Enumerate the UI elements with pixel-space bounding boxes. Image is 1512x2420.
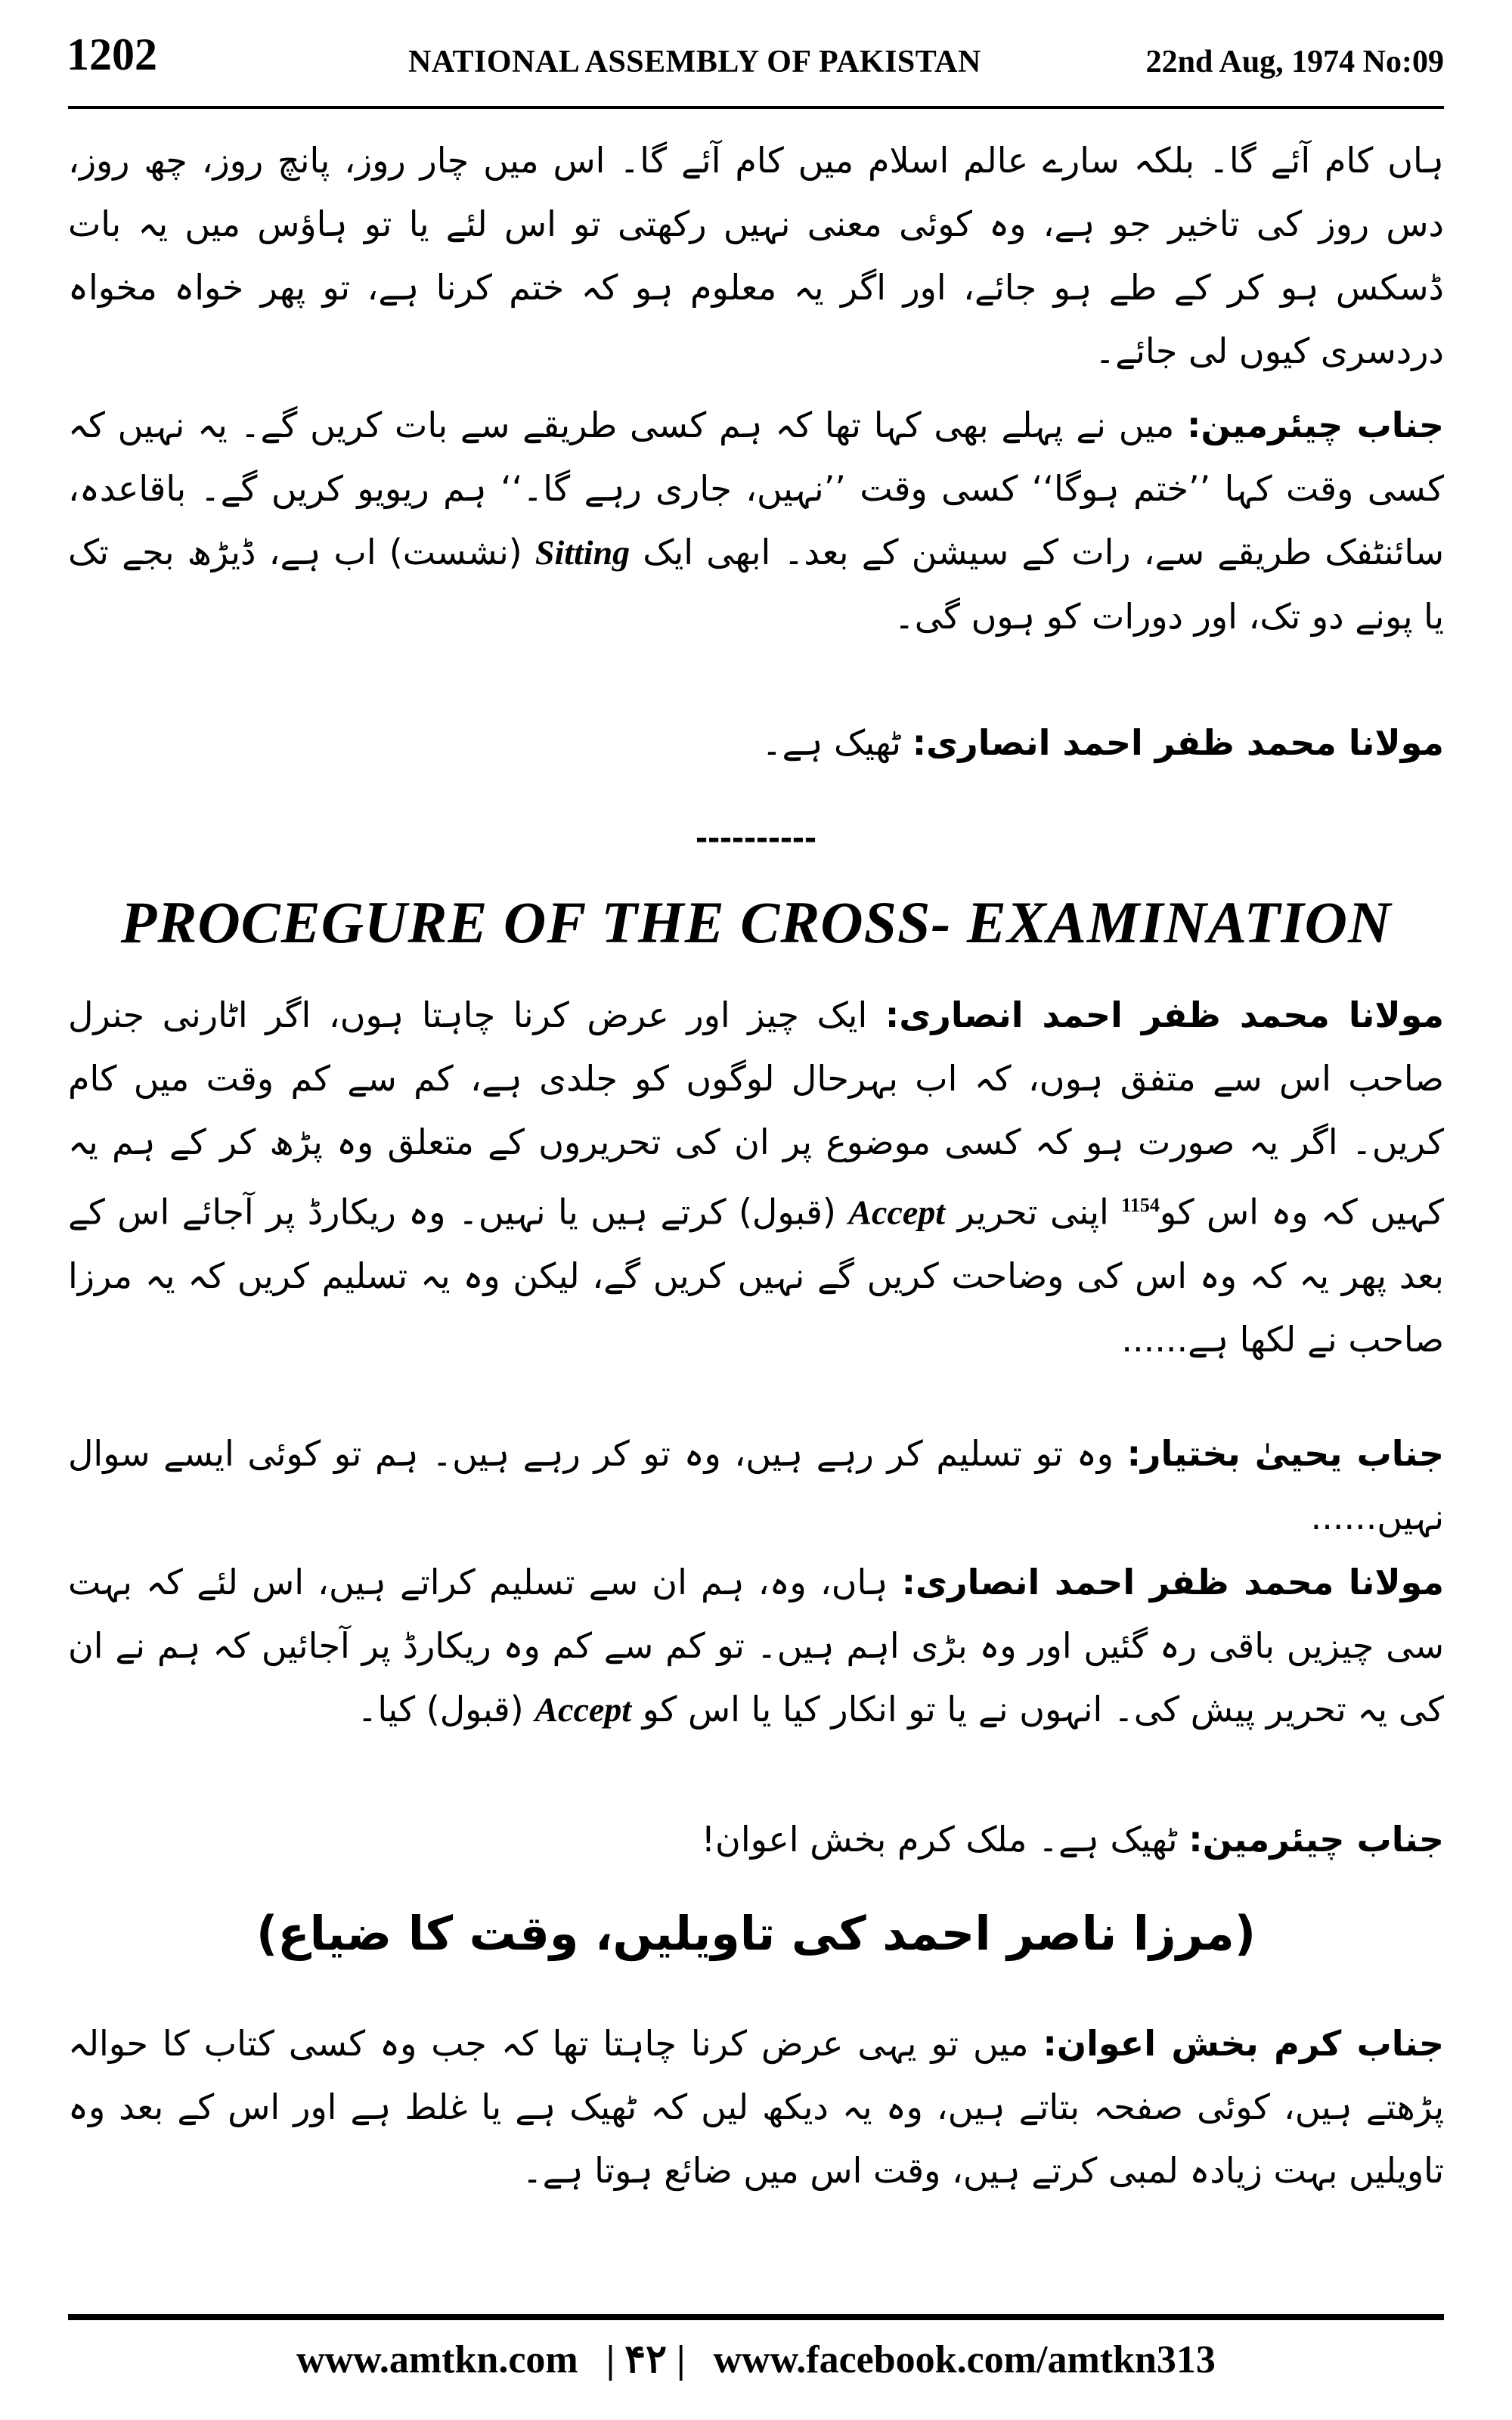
section-separator: ---------- <box>696 818 816 858</box>
english-term: Accept <box>534 1690 632 1729</box>
section-heading: PROCEGURE OF THE CROSS- EXAMINATION <box>120 889 1392 955</box>
header-title: NATIONAL ASSEMBLY OF PAKISTAN <box>408 45 981 79</box>
paragraph-text: ایک چیز اور عرض کرنا چاہتا ہوں، اگر اٹارنی جنرل صاحب اس سے متفق ہوں، کہ اب بہرحال لوگوں کو جلدی ہے، کم سے کم وقت میں کام کریں۔ اگر یہ صورت ہو کہ کسی موضوع پر ان کی تحریروں کے متعلق وہ پڑھ کر کے ہم یہ کہیں کہ وہ اس کو <box>68 994 1445 1233</box>
speaker-label: جناب چیئرمین: <box>1187 405 1445 445</box>
paragraph-text: ہاں، وہ، ہم ان سے تسلیم کراتے ہیں، اس لئے کہ بہت سی چیزیں باقی رہ گئیں اور وہ بڑی اہم ہیں۔ تو کم سے کم وہ ریکارڈ پر آجائیں کہ ہم نے ان کی یہ تحریر پیش کی۔ انہوں نے یا تو انکار کیا یا اس کو <box>68 1562 1444 1730</box>
paragraph-text: (نشست) اب ہے، ڈیڑھ بجے تک یا پونے دو تک، اور دورات کو ہوں گی۔ <box>68 532 1444 637</box>
header-rule <box>68 106 1444 109</box>
speaker-label: جناب یحییٰ بختیار: <box>1126 1433 1444 1474</box>
bakhtiar-statement <box>68 1422 1444 1549</box>
footer-page-number: | ۴۲ | <box>606 2338 686 2381</box>
paragraph-text: وہ تو تسلیم کر رہے ہیں، وہ تو کر رہے ہیں۔ ہم تو کوئی ایسے سوال نہیں...... <box>68 1433 1444 1537</box>
speaker-label: مولانا محمد ظفر احمد انصاری: <box>885 994 1444 1035</box>
paragraph-text: اپنی تحریر <box>945 1191 1122 1233</box>
footer-facebook-link[interactable]: www.facebook.com/amtkn313 <box>713 2338 1216 2381</box>
urdu-section-heading: (مرزا ناصر احمد کی تاویلیں، وقت کا ضیاع) <box>256 1906 1256 1961</box>
speaker-label: مولانا محمد ظفر احمد انصاری: <box>901 1562 1444 1602</box>
paragraph-text: ٹھیک ہے۔ <box>761 722 912 763</box>
chairman-statement <box>68 393 1444 648</box>
paragraph <box>68 129 1444 383</box>
footnote-marker: 1154 <box>1121 1194 1160 1216</box>
speaker-label: مولانا محمد ظفر احمد انصاری: <box>912 722 1444 763</box>
speaker-label: جناب چیئرمین: <box>1188 1819 1444 1860</box>
paragraph-text: ٹھیک ہے۔ ملک کرم بخش اعوان! <box>701 1819 1189 1860</box>
header-date: 22nd Aug, 1974 No:09 <box>1145 45 1444 79</box>
paragraph-text: میں تو یہی عرض کرنا چاہتا تھا کہ جب وہ کسی کتاب کا حوالہ پڑھتے ہیں، کوئی صفحہ بتاتے ہیں، وہ یہ دیکھ لیں کہ ٹھیک ہے یا غلط ہے اور اس کے بعد وہ تاویلیں بہت زیادہ لمبی کرتے ہیں، وقت اس میں ضائع ہوتا ہے۔ <box>68 2023 1444 2191</box>
ansari-statement <box>68 1550 1444 1742</box>
paragraph-text: ہاں کام آئے گا۔ بلکہ سارے عالم اسلام میں کام آئے گا۔ اس میں چار روز، پانچ روز، چھ روز، دس روز کی تاخیر جو ہے، وہ کوئی معنی نہیں رکھتی تو اس لئے یا تو ہاؤس میں یہ بات ڈسکس ہو کر کے طے ہو جائے، اور اگر یہ معلوم ہو کہ ختم کرنا ہے، تو پھر خواہ مخواہ دردسری کیوں لی جائے۔ <box>68 140 1444 371</box>
awan-statement <box>68 2012 1444 2202</box>
english-term: Sitting <box>534 533 631 572</box>
ansari-statement <box>68 711 1512 774</box>
english-term: Accept <box>848 1193 946 1232</box>
chairman-statement <box>68 1807 1512 1871</box>
speaker-label: جناب کرم بخش اعوان: <box>1043 2023 1444 2064</box>
footer-rule <box>68 2314 1444 2320</box>
paragraph-text: میں نے پہلے بھی کہا تھا کہ ہم کسی طریقے سے بات کریں گے۔ یہ نہیں کہ کسی وقت کہا ’’ختم ہوگا‘‘ کسی وقت ’’نہیں، جاری رہے گا۔‘‘ ہم ریویو کریں گے۔ باقاعدہ، سائنٹفک طریقے سے، رات کے سیشن کے بعد۔ ابھی ایک <box>68 405 1444 572</box>
paragraph-text: (قبول) کیا۔ <box>357 1689 535 1730</box>
ansari-statement <box>68 983 1444 1371</box>
footer <box>0 2337 1512 2382</box>
footer-website-link[interactable]: www.amtkn.com <box>296 2338 578 2381</box>
paragraph-text: (قبول) کرتے ہیں یا نہیں۔ وہ ریکارڈ پر آجائے اس کے بعد پھر یہ کہ وہ اس کی وضاحت کریں گے نہیں کریں گے، لیکن وہ یہ تسلیم کریں کہ یہ مرزا صاحب نے لکھا ہے...... <box>68 1191 1444 1360</box>
page-number: 1202 <box>67 29 157 79</box>
